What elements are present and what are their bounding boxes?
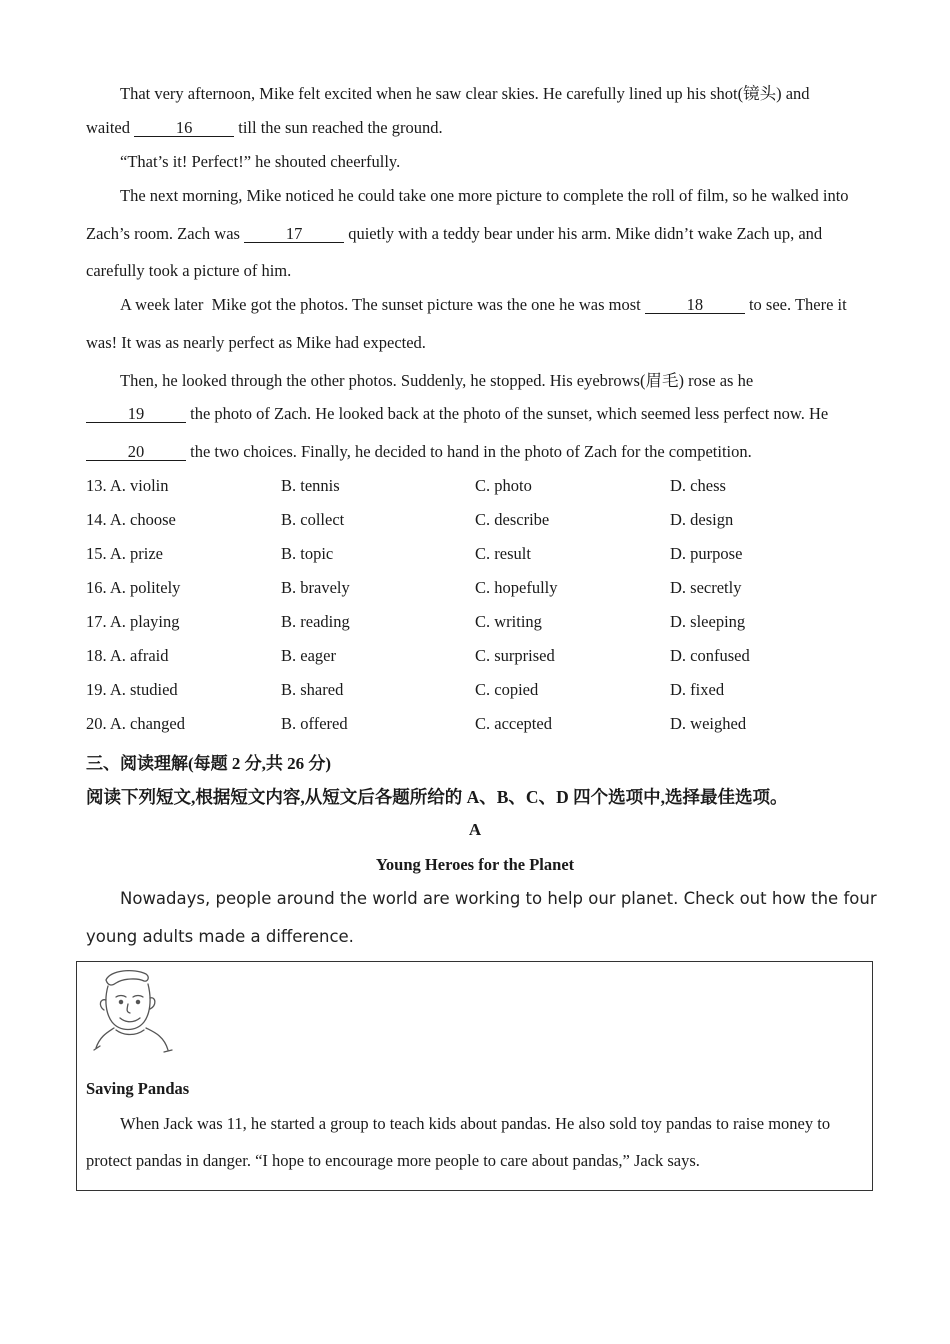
option-c: C. copied [475,680,539,699]
option-b: B. eager [281,646,336,665]
option-a: 17. A. playing [86,612,180,631]
option-d: D. design [670,510,734,529]
passage-line [120,295,847,315]
passage-line [86,118,443,138]
option-b: B. shared [281,680,344,699]
option-b: B. bravely [281,578,350,597]
option-c: C. describe [475,510,550,529]
option-c: C. writing [475,612,542,631]
blank-19: 19 [86,405,186,423]
option-d: D. fixed [670,680,725,699]
option-d: D. secretly [670,578,742,597]
passage-line [86,442,752,462]
passage-line [86,404,828,424]
passage-line: The next morning, Mike noticed he could take one more picture to complete the roll of film, so he walked into [120,186,849,205]
option-a: 18. A. afraid [86,646,169,665]
option-a: 20. A. changed [86,714,185,733]
blank-16: 16 [134,119,234,137]
blank-20: 20 [86,443,186,461]
option-b: B. tennis [281,476,340,495]
passage-text: quietly with a teddy bear under his arm. Mike didn’t wake Zach up, and [348,224,823,243]
passage-letter: A [468,820,482,839]
option-b: B. topic [281,544,334,563]
option-b: B. offered [281,714,348,733]
profile-heading: Saving Pandas [86,1079,190,1098]
passage-text: the two choices. Finally, he decided to hand in the photo of Zach for the competition. [190,442,752,461]
passage-text: A week later Mike got the photos. The sunset picture was the one he was most [120,295,641,314]
option-b: B. collect [281,510,345,529]
option-c: C. result [475,544,531,563]
passage-title: Young Heroes for the Planet [375,855,575,874]
blank-18: 18 [645,296,745,314]
passage-line [86,224,822,244]
passage-text: to see. There it [748,295,847,314]
passage-line: was! It was as nearly perfect as Mike had expected. [86,333,426,352]
passage-text: waited [86,118,130,137]
option-a: 19. A. studied [86,680,178,699]
passage-text: the photo of Zach. He looked back at the photo of the sunset, which seemed less perfect now. He [190,404,829,423]
option-d: D. sleeping [670,612,746,631]
option-b: B. reading [281,612,350,631]
boy-portrait-icon [90,966,174,1058]
intro-line: Nowadays, people around the world are working to help our planet. Check out how the four [120,889,877,908]
option-a: 13. A. violin [86,476,169,495]
option-c: C. hopefully [475,578,558,597]
option-a: 15. A. prize [86,544,163,563]
intro-line: young adults made a difference. [86,927,354,946]
option-d: D. chess [670,476,726,495]
profile-text: protect pandas in danger. “I hope to encourage more people to care about pandas,” Jack says. [86,1151,700,1170]
section-instruction: 阅读下列短文,根据短文内容,从短文后各题所给的 A、B、C、D 四个选项中,选择最佳选项。 [86,787,788,807]
option-c: C. surprised [475,646,555,665]
option-d: D. confused [670,646,750,665]
passage-text: Zach’s room. Zach was [86,224,240,243]
passage-line: carefully took a picture of him. [86,261,292,280]
passage-line: Then, he looked through the other photos. Suddenly, he stopped. His eyebrows(眉毛) rose as he [120,371,754,390]
passage-line: “That’s it! Perfect!” he shouted cheerfully. [120,152,401,171]
blank-17: 17 [244,225,344,243]
option-d: D. weighed [670,714,747,733]
passage-text: till the sun reached the ground. [238,118,443,137]
option-a: 14. A. choose [86,510,176,529]
option-d: D. purpose [670,544,743,563]
option-a: 16. A. politely [86,578,181,597]
option-c: C. accepted [475,714,552,733]
passage-line: That very afternoon, Mike felt excited when he saw clear skies. He carefully lined up his shot(镜头) and [120,84,810,103]
profile-text: When Jack was 11, he started a group to teach kids about pandas. He also sold toy pandas to raise money to [120,1114,831,1133]
option-c: C. photo [475,476,532,495]
section-heading: 三、阅读理解(每题 2 分,共 26 分) [86,754,332,773]
